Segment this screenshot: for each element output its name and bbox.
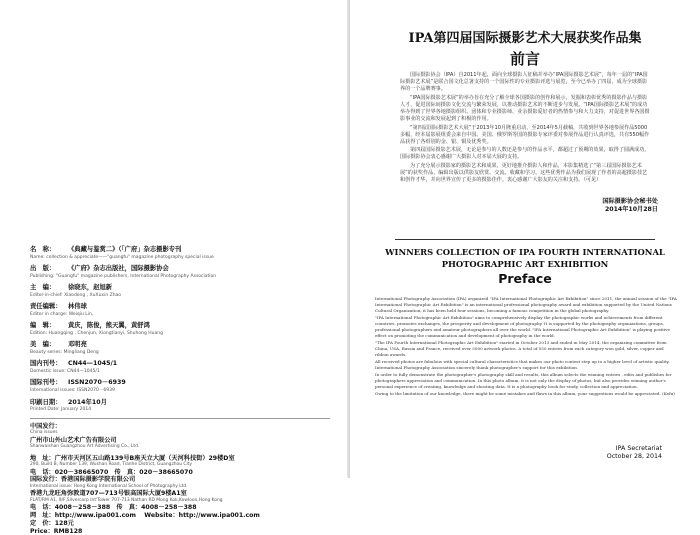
credit-row	[30, 303, 330, 311]
credit-label: 国际刊号：	[30, 379, 62, 387]
credit-en: Editor-in-chief: Xiaodong , XuXuxin Zhao	[30, 292, 122, 298]
chinese-paragraph: “第四届国际摄影艺术大展”于2013年10月隆重启动，至2014年5月截稿，共收到世界各地参展作品5000多幅，经本届影展组委会来自中国、美国、俄罗斯等国的摄影专家评委对参展作品进行认真评选，共有550幅作品获得了各组别的金、银、铜及优秀奖。	[400, 124, 650, 145]
address-line: 地 址：广州市天河区五山路139号B座天立大厦（天河科技街）29楼D室	[30, 454, 235, 462]
credit-row	[30, 322, 330, 330]
divider	[30, 418, 330, 419]
credit-label: 出 版：	[30, 265, 56, 273]
english-header-line-1: WINNERS COLLECTION OF IPA FOURTH INTERNATIONAL	[385, 247, 665, 257]
chinese-body	[400, 72, 650, 185]
credit-label: 美 编：	[30, 341, 56, 349]
chinese-signature-date: 2014年10月28日	[604, 205, 658, 213]
right-page	[350, 0, 700, 478]
credit-en: Publishing: "Guangfu" magazine publishers, International Photography Association	[30, 273, 217, 279]
credit-label: 印刷日期：	[30, 398, 62, 406]
english-paragraph: "The IPA Fourth International Photographic Art Exhibition" started in October 2013 and ended in May 2014, the organizing committee from China, USA, Russia and France, received over 5000 artwork photos. A total of 550 entries from each category won gold, silver, copper and ribbon awards.	[375, 340, 667, 358]
hk-address-en: FLAT/RM A1, 9/F,Silvercorp Int'Tower 707-713 Nathan RD Mong Kok,Kowloon,Hong Kong	[30, 498, 223, 504]
credit-en: Editor in charge: Weiqiu Lin,	[30, 311, 94, 317]
issue-en: China issues	[30, 430, 58, 436]
credit-value: 林伟球	[68, 303, 87, 311]
english-paragraph: International Photography Association (IPA) organized "IPA International Photographic Art Exhibition" since 2011, the annual session of the "IPA International Photographic Art Exhibition" is an international professional photography award and exhibition supported by the United Nations Cultural Organization, it has been held four sessions, becoming a famous competition in the global photography.	[375, 296, 677, 314]
credit-row	[30, 341, 330, 349]
chinese-paragraph: “IPA国际摄影艺术展”的举办旨在充分了解全球各国摄影的创作和展示，发掘和表彰优秀的摄影作品与摄影人才，促进国际间摄影文化交流与繁荣发展，以推动摄影艺术的不断进步与发展。“IPA国际摄影艺术展”的成功举办得到了世界各地摄影组织、团体和专业摄影师、业余摄影爱好者的热情参与和大力支持，对促进世界各国摄影事业的交流和发展起到了积极的作用。	[400, 94, 650, 123]
credit-row	[30, 284, 330, 292]
credit-value: 徐晓东，赵旭新	[68, 284, 113, 292]
chinese-signature	[602, 198, 658, 214]
address-en: 290, Build B, Number 139, Wushan Road, Tianhe District, Guangzhou City	[30, 462, 192, 468]
credit-value: ISSN2070－6939	[68, 379, 126, 387]
chinese-signature-org: 国际摄影协会秘书处	[602, 198, 658, 205]
credit-en: Printed Date: January 2014	[30, 407, 92, 413]
credit-label: 名 称：	[30, 246, 56, 253]
credit-value: CN44—1045/1	[68, 360, 118, 368]
price-en-line: Price：RMB128	[30, 527, 83, 535]
credit-en: Beauty series: Mingliang Deng	[30, 349, 99, 355]
credit-en: Domestic issue: CN44—1045/1	[30, 369, 100, 375]
colophon	[30, 246, 330, 535]
credit-row	[30, 265, 330, 273]
credit-row	[30, 246, 330, 254]
chinese-header: IPA第四届国际摄影艺术大展获奖作品集	[408, 31, 642, 46]
credit-value: 黄庆，陈俊，熊天翼，黄舒鸿	[68, 322, 150, 330]
credit-label: 主 编：	[30, 284, 56, 292]
credit-en: Name: collection & appreciate——"guangfu" magazine photography special issue	[30, 254, 214, 260]
credit-label: 编 辑：	[30, 322, 56, 330]
credit-row	[30, 399, 330, 407]
credit-value: 《典藏与鉴赏二》（「广府」杂志摄影专刊	[68, 246, 182, 253]
chinese-paragraph: 第四届国际摄影艺术展，无论是参与的人数还是参与的作品水平，都超过了预期的效果，取得了圆满成功。国际摄影协会衷心感谢广大摄影人对本届大展的支持。	[400, 147, 650, 161]
english-preface-title: Preface	[498, 271, 552, 286]
chinese-paragraph: 为了充分展示摄影家的摄影艺术和成果，更好地推介摄影人和作品，本影集精选了“第三届国际摄影艺术展”的获奖作品，编辑出版以供影友欣赏、交流、收藏和学习。这些优秀作品为我们展现了作者的高超摄影技艺和创作才华，并向世界宣传了更多的摄影佳作。衷心感谢广大影友的关注和支持。（可见）	[400, 162, 648, 184]
credit-en: Edition: Huangqing , Chenjun, Xiongtianyi, Shuhong Huang	[30, 330, 163, 336]
intl-issue-en: International issue: Hong Kong International School of Photography Ltd.	[30, 484, 188, 490]
intl-issue-line: 国际发行：香港国际摄影学院有限公司	[30, 476, 136, 484]
english-signature-date: October 28, 2014	[606, 452, 662, 460]
phone-line: 电 话：020－38665070 传 真：020－38665070	[30, 468, 193, 476]
website-line: 网 址：http://www.ipa001.com Website：http://www.ipa001.com	[30, 512, 260, 520]
chinese-paragraph: 国际摄影协会（IPA）自2011年起，面向全球摄影人征稿并举办“IPA国际摄影艺术展”，每年一届的“IPA国际摄影艺术展”是联合国文化总署支持的一个国际性的专业摄影评选与展览，至今已举办了四届，成为全球摄影界的一个品牌赛事。	[400, 72, 648, 93]
credit-row	[30, 379, 330, 387]
credit-value: 邓明亮	[68, 341, 87, 349]
price-line: 定 价：128元	[30, 519, 74, 527]
credit-label: 责任编辑：	[30, 303, 62, 311]
credit-row	[30, 360, 330, 368]
english-paragraph: In order to fully demonstrate the photographer's photography skill and results, this album selects the winning entries , edits and publishes for photographers appreciation and communication. In this photo album, it is not only the display of photos, but also provides winning author's personal experience of creating, knowledge and shooting data. It is a photography book for study, collection and appreciation.	[375, 372, 672, 390]
english-paragraph: All received photos are fabulous with special cultural characteristics that makes our photo contest step up to a higher level of artistic quality. International Photography Association sincerely thank photographer's support for this exhibition.	[375, 359, 670, 371]
english-body	[375, 296, 677, 398]
english-signature-org: IPA Secretariat	[615, 445, 662, 452]
issuer-en: Shanwaishan Guangzhou Art Advertising Co., Ltd.	[30, 444, 140, 450]
section-divider	[395, 239, 655, 240]
issuer-name: 广州市山外山艺术广告有限公司	[30, 436, 117, 444]
credit-label: 国内刊号：	[30, 360, 62, 368]
hk-phone-line: 电 话：4008－258－388 传 真：4008－258－388	[30, 504, 197, 512]
issue-label: 中国发行：	[30, 422, 61, 430]
english-paragraph: Owing to the limitation of our knowledge, there might be some mistakes and flaws in this album, your suggestions would be appreciated. (Kefu)	[375, 391, 675, 397]
credit-value: 《广府》杂志出版社，国际摄影协会	[68, 265, 169, 273]
credit-en: International issues: ISSN2070－6939	[30, 388, 115, 394]
english-signature	[607, 445, 662, 461]
english-paragraph: "IPA International Photographic Art Exhibition" aims to comprehensively display the photographic works and achievements from different countries, promotes exchanges, the prosperity and development of photography. It is supported by the photography organizations, groups, professional photographers and amateur photographers all over the world. "IPA International Photographic Art Exhibition" is playing positive effect on promoting the communication and development of photography in the world.	[375, 315, 670, 339]
english-header	[350, 247, 700, 271]
hk-address-line: 香港九龙旺角弥敦道707—713号银高国际大厦9楼A1室	[30, 490, 187, 498]
chinese-preface-title: 前言	[509, 50, 540, 68]
credit-value: 2014年10月	[68, 398, 107, 406]
english-header-line-2: PHOTOGRAPHIC ART EXHIBITION	[441, 258, 609, 269]
